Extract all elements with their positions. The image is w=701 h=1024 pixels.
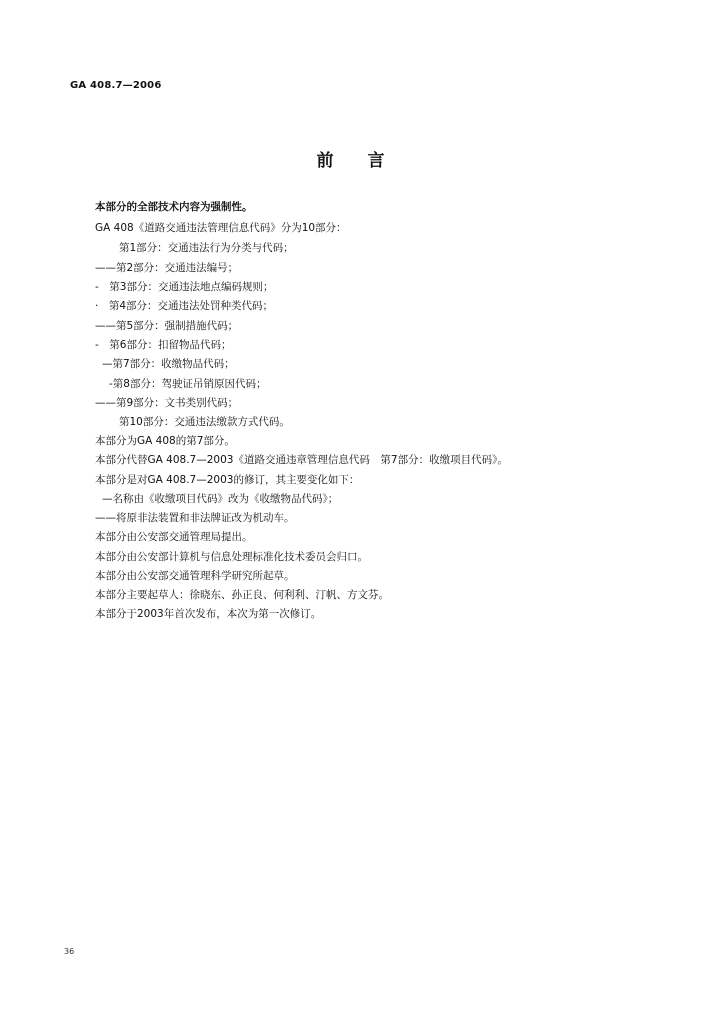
body-line: ——第5部分：强制措施代码； xyxy=(95,320,239,332)
page-title: 前言 xyxy=(316,151,419,171)
body-line: 本部分代替GA 408.7—2003《道路交通违章管理信息代码 第7部分：收缴项目代码》。 xyxy=(95,454,508,466)
body-line: 第10部分：交通违法缴款方式代码。 xyxy=(119,416,290,428)
body-line: 本部分由公安部交通管理局提出。 xyxy=(95,531,253,543)
page-number: 36 xyxy=(64,947,75,956)
body-line: · 第4部分：交通违法处罚种类代码； xyxy=(95,300,274,312)
body-line: 本部分主要起草人：徐晓东、孙正良、何利利、汀帆、方文芬。 xyxy=(95,589,389,601)
body-line: 第1部分：交通违法行为分类与代码； xyxy=(119,242,294,254)
body-line: - 第3部分：交通违法地点编码规则； xyxy=(95,281,274,293)
body-line: 本部分为GA 408的第7部分。 xyxy=(95,435,235,447)
body-line: 本部分的全部技术内容为强制性。 xyxy=(95,201,253,213)
body-line: ——第9部分：文书类别代码； xyxy=(95,397,239,409)
body-line: —名称由《收缴项目代码》改为《收缴物品代码》； xyxy=(102,493,339,505)
body-line: GA 408《道路交通违法管理信息代码》分为10部分： xyxy=(95,222,347,234)
body-line: ——第2部分：交通违法编号； xyxy=(95,262,239,274)
body-line: -第8部分：驾驶证吊销原因代码； xyxy=(109,378,267,390)
body-line: 本部分于2003年首次发布，本次为第一次修订。 xyxy=(95,608,322,620)
body-line: 本部分是对GA 408.7—2003的修订，其主要变化如下： xyxy=(95,474,360,486)
body-line: —第7部分：收缴物品代码； xyxy=(102,358,235,370)
body-line: 本部分由公安部计算机与信息处理标准化技术委员会归口。 xyxy=(95,551,368,563)
body-line: ——将原非法装置和非法牌证改为机动车。 xyxy=(95,512,295,524)
body-line: - 第6部分：扣留物品代码； xyxy=(95,339,232,351)
body-line: 本部分由公安部交通管理科学研究所起草。 xyxy=(95,570,295,582)
document-code: GA 408.7—2006 xyxy=(70,80,162,91)
